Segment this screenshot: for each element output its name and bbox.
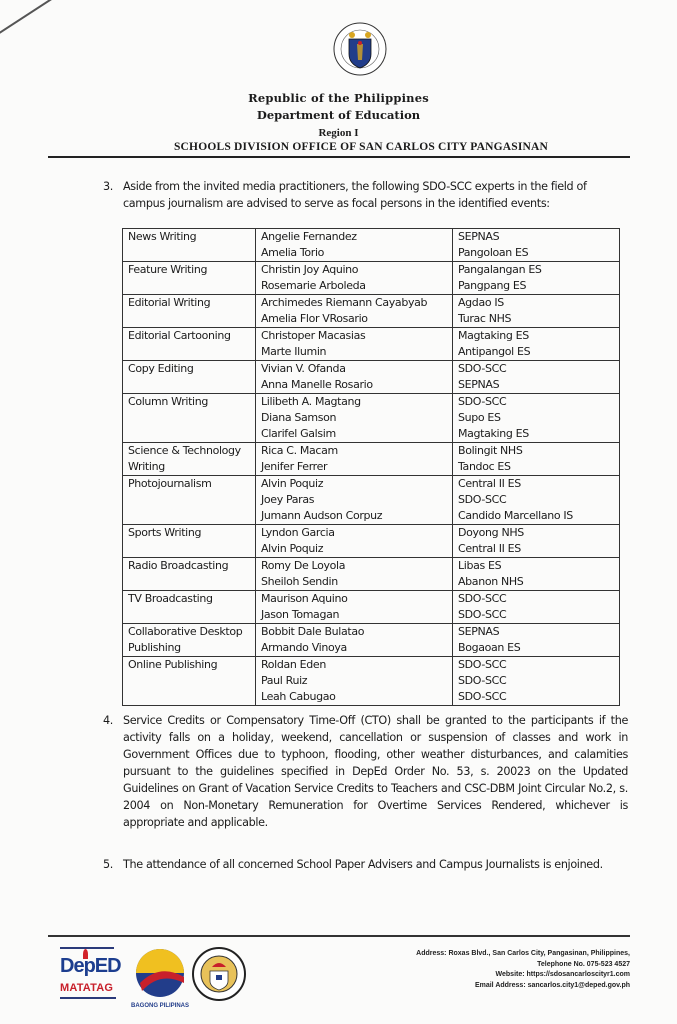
table-row xyxy=(123,328,620,361)
focal-person-name: Joey Paras xyxy=(261,493,315,506)
focal-person-name: Rica C. Macam xyxy=(261,444,338,457)
focal-person-name: Romy De Loyola xyxy=(261,559,346,572)
focal-person-name: Maurison Aquino xyxy=(261,592,348,605)
table-row xyxy=(123,657,620,706)
table-row xyxy=(123,262,620,295)
persons-cell xyxy=(256,361,453,394)
event-cell: Radio Broadcasting xyxy=(123,558,256,591)
deped-seal-icon xyxy=(333,22,387,76)
table-row xyxy=(123,525,620,558)
event-cell: Copy Editing xyxy=(123,361,256,394)
persons-cell xyxy=(256,443,453,476)
persons-cell xyxy=(256,624,453,657)
school-name: Bolingit NHS xyxy=(458,444,523,457)
table-row xyxy=(123,229,620,262)
svg-text:BAGONG PILIPINAS: BAGONG PILIPINAS xyxy=(130,1003,190,1009)
school-name: SDO-SCC xyxy=(458,674,507,687)
focal-person-name: Paul Ruiz xyxy=(261,674,308,687)
item-number: 5. xyxy=(103,858,113,871)
school-name: Candido Marcellano IS xyxy=(458,509,573,522)
focal-person-name: Jumann Audson Corpuz xyxy=(261,509,383,522)
website-link[interactable]: Website: https://sdosancarloscityr1.com xyxy=(495,971,630,978)
focal-person-name: Lyndon Garcia xyxy=(261,526,335,539)
school-name: Turac NHS xyxy=(458,312,512,325)
school-name: SDO-SCC xyxy=(458,608,507,621)
focal-person-name: Marte Ilumin xyxy=(261,345,327,358)
school-name: Bogaoan ES xyxy=(458,641,521,654)
item-number: 3. xyxy=(103,180,113,193)
division-seal-icon xyxy=(192,947,246,1001)
pen-mark-line xyxy=(0,0,100,40)
matatag-wordmark: MATATAG xyxy=(60,982,114,994)
focal-person-name: Bobbit Dale Bulatao xyxy=(261,625,365,638)
persons-cell xyxy=(256,525,453,558)
school-name: Magtaking ES xyxy=(458,329,529,342)
logo-bar xyxy=(60,947,114,949)
table-row xyxy=(123,295,620,328)
event-cell: Editorial Writing xyxy=(123,295,256,328)
focal-person-name: Amelia Torio xyxy=(261,246,325,259)
focal-person-name: Christoper Macasias xyxy=(261,329,366,342)
focal-person-name: Vivian V. Ofanda xyxy=(261,362,346,375)
deped-matatag-logo xyxy=(58,945,121,1005)
school-name: SDO-SCC xyxy=(458,592,507,605)
focal-person-name: Jason Tomagan xyxy=(261,608,340,621)
item-3 xyxy=(103,178,628,212)
header-divider xyxy=(48,156,630,158)
school-cell xyxy=(453,328,620,361)
region-title: Region I xyxy=(318,127,359,139)
persons-cell xyxy=(256,657,453,706)
school-name: Pangpang ES xyxy=(458,279,527,292)
event-cell: Collaborative Desktop Publishing xyxy=(123,624,256,657)
event-cell: News Writing xyxy=(123,229,256,262)
focal-person-name: Clarifel Galsim xyxy=(261,427,336,440)
persons-cell xyxy=(256,295,453,328)
persons-cell xyxy=(256,328,453,361)
event-cell: Editorial Cartooning xyxy=(123,328,256,361)
table-row xyxy=(123,361,620,394)
republic-title: Republic of the Philippines xyxy=(248,91,429,105)
deped-wordmark: DepED xyxy=(60,955,121,977)
focal-person-name: Jenifer Ferrer xyxy=(261,460,328,473)
school-cell xyxy=(453,624,620,657)
table-row xyxy=(123,476,620,525)
school-name: SDO-SCC xyxy=(458,658,507,671)
persons-cell xyxy=(256,591,453,624)
focal-person-name: Rosemarie Arboleda xyxy=(261,279,366,292)
focal-person-name: Lilibeth A. Magtang xyxy=(261,395,361,408)
school-name: Central II ES xyxy=(458,477,521,490)
school-name: Abanon NHS xyxy=(458,575,524,588)
event-cell: Photojournalism xyxy=(123,476,256,525)
school-name: SDO-SCC xyxy=(458,395,507,408)
school-name: SEPNAS xyxy=(458,625,500,638)
focal-person-name: Leah Cabugao xyxy=(261,690,336,703)
division-title: SCHOOLS DIVISION OFFICE OF SAN CARLOS CITY PANGASINAN xyxy=(173,141,549,153)
focal-person-name: Anna Manelle Rosario xyxy=(261,378,373,391)
school-cell xyxy=(453,295,620,328)
focal-person-name: Alvin Poquiz xyxy=(261,477,324,490)
school-name: Magtaking ES xyxy=(458,427,529,440)
focal-person-name: Amelia Flor VRosario xyxy=(261,312,368,325)
school-name: Libas ES xyxy=(458,559,502,572)
item-5 xyxy=(103,856,628,873)
school-name: Agdao IS xyxy=(458,296,504,309)
table-row xyxy=(123,558,620,591)
persons-cell xyxy=(256,229,453,262)
persons-cell xyxy=(256,476,453,525)
school-name: Tandoc ES xyxy=(458,460,511,473)
school-cell xyxy=(453,229,620,262)
item-text: Aside from the invited media practitioners, the following SDO-SCC experts in the field of campus journalism are advised to serve as focal persons in the identified events: xyxy=(123,180,587,210)
address-text: Address: Roxas Blvd., San Carlos City, Pangasinan, Philippines, xyxy=(416,950,630,957)
school-cell xyxy=(453,657,620,706)
bagong-pilipinas-logo-icon xyxy=(130,945,190,1010)
focal-person-name: Archimedes Riemann Cayabyab xyxy=(261,296,428,309)
school-name: Pangalangan ES xyxy=(458,263,542,276)
item-text: Service Credits or Compensatory Time-Off (CTO) shall be granted to the participants if the activity falls on a holiday, weekend, cancellation or suspension of classes and work in Government Offices due to typhoon, flooding, other weather disturbances, and calamities pursuant to the guidelines specified in DepEd Order No. 53, s. 20023 on the Updated Guidelines on Grant of Vacation Service Credits to Teachers and CSC-DBM Joint Circular No.2, s. 2004 on Non-Monetary Remuneration for Overtime Services Rendered, whichever is appropriate and applicable. xyxy=(123,714,628,829)
school-name: Doyong NHS xyxy=(458,526,524,539)
school-cell xyxy=(453,591,620,624)
event-cell: Science & Technology Writing xyxy=(123,443,256,476)
school-cell xyxy=(453,262,620,295)
school-cell xyxy=(453,525,620,558)
school-name: SEPNAS xyxy=(458,378,500,391)
school-cell xyxy=(453,443,620,476)
footer-divider xyxy=(48,935,630,937)
focal-person-name: Roldan Eden xyxy=(261,658,326,671)
school-name: Pangoloan ES xyxy=(458,246,529,259)
focal-person-name: Alvin Poquiz xyxy=(261,542,324,555)
school-cell xyxy=(453,361,620,394)
item-number: 4. xyxy=(103,714,113,727)
focal-person-name: Diana Samson xyxy=(261,411,337,424)
item-4 xyxy=(103,712,628,831)
school-name: Supo ES xyxy=(458,411,501,424)
event-cell: Feature Writing xyxy=(123,262,256,295)
focal-person-name: Sheiloh Sendin xyxy=(261,575,338,588)
school-name: Antipangol ES xyxy=(458,345,531,358)
school-cell xyxy=(453,558,620,591)
table-row xyxy=(123,443,620,476)
table-row xyxy=(123,394,620,443)
school-name: SDO-SCC xyxy=(458,493,507,506)
event-cell: Column Writing xyxy=(123,394,256,443)
table-row xyxy=(123,591,620,624)
persons-cell xyxy=(256,262,453,295)
event-cell: Online Publishing xyxy=(123,657,256,706)
logo-underline xyxy=(60,997,116,999)
focal-person-name: Christin Joy Aquino xyxy=(261,263,359,276)
school-cell xyxy=(453,476,620,525)
item-text: The attendance of all concerned School Paper Advisers and Campus Journalists is enjoined. xyxy=(123,858,603,871)
telephone-text: Telephone No. 075-523 4527 xyxy=(537,960,630,968)
persons-cell xyxy=(256,558,453,591)
event-cell: TV Broadcasting xyxy=(123,591,256,624)
school-name: Central II ES xyxy=(458,542,521,555)
focal-persons-table xyxy=(122,228,620,706)
school-name: SDO-SCC xyxy=(458,362,507,375)
contact-info xyxy=(416,949,630,991)
department-title: Department of Education xyxy=(256,108,421,122)
table-row xyxy=(123,624,620,657)
persons-cell xyxy=(256,394,453,443)
school-cell xyxy=(453,394,620,443)
school-name: SDO-SCC xyxy=(458,690,507,703)
focal-person-name: Armando Vinoya xyxy=(261,641,347,654)
school-name: SEPNAS xyxy=(458,230,500,243)
focal-person-name: Angelie Fernandez xyxy=(261,230,357,243)
email-link[interactable]: Email Address: sancarlos.city1@deped.gov.ph xyxy=(474,981,630,989)
event-cell: Sports Writing xyxy=(123,525,256,558)
